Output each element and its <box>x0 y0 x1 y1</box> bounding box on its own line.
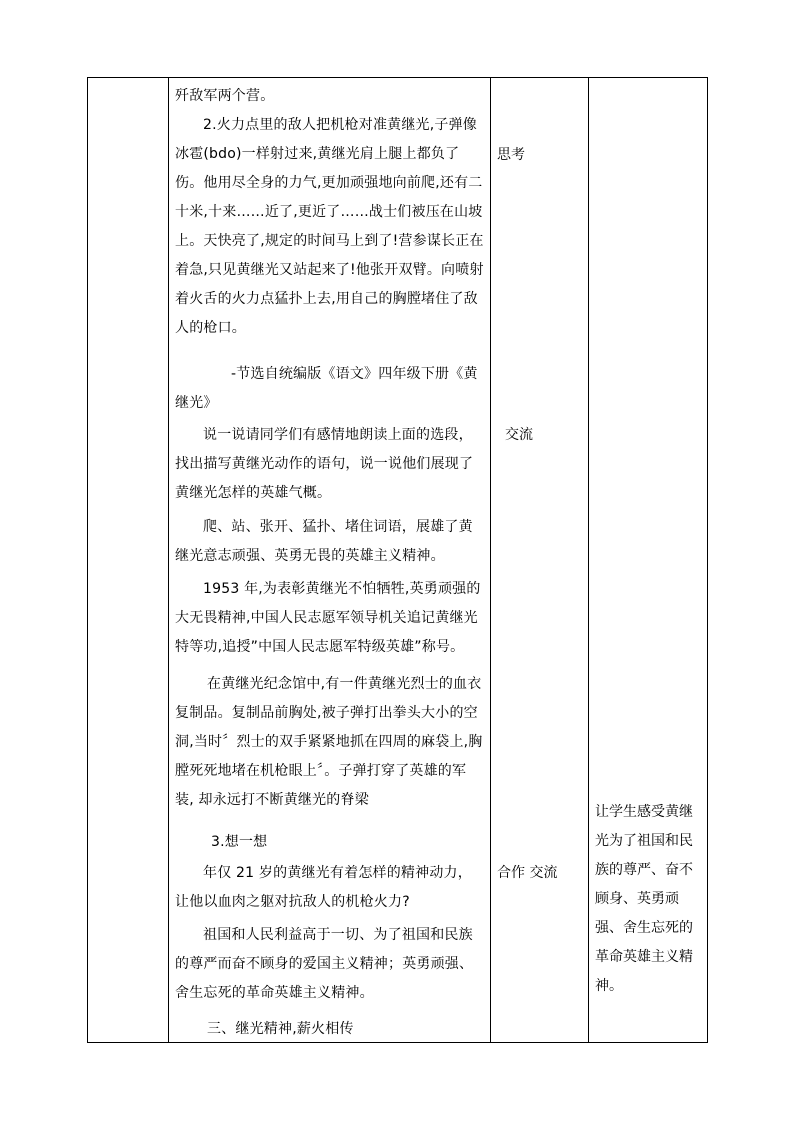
content-paragraph: 歼敌军两个营。 <box>175 88 275 104</box>
content-paragraph: 祖国和人民利益高于一切、为了祖国和民族的尊严而奋不顾身的爱国主义精神；英勇顽强、舍生忘死的革命英雄主义精神。 <box>175 927 474 1001</box>
teaching-content-cell <box>169 78 491 1043</box>
stage-column-cell <box>88 78 169 1043</box>
content-paragraph: 2.火力点里的敌人把机枪对准黄继光,子弹像冰雹(bdo)一样射过来,黄继光肩上腿上都负了伤。他用尽全身的力气,更加顽强地向前爬,还有二十米,十来……近了,更近了……战士们被压在山坡上。天快亮了,规定的时间马上到了!营参谋长正在着急,只见黄继光又站起来了!他张开双臂。向喷射着火舌的火力点猛扑上去,用自己的胸膛堵住了敌人的枪口。 <box>175 117 484 336</box>
activity-label: 思考 <box>497 147 525 163</box>
activity-label: 交流 <box>505 427 533 443</box>
content-paragraph: 说一说请同学们有感情地朗读上面的选段，找出描写黄继光动作的语句，说一说他们展现了黄继光怎样的英雄气概。 <box>175 427 474 501</box>
lesson-plan-table <box>87 77 708 1043</box>
design-intent-cell <box>589 78 708 1043</box>
section-heading: 三、继光精神,薪火相传 <box>207 1021 354 1037</box>
content-paragraph: 爬、站、张开、猛扑、堵住词语，展雄了黄继光意志顽强、英勇无畏的英雄主义精神。 <box>175 519 473 564</box>
content-paragraph: 在黄继光纪念馆中,有一件黄继光烈士的血衣复制品。复制品前胸处,被子弹打出拳头大小的空洞,当时〞烈士的双手紧紧地抓在四周的麻袋上,胸膛死死地堵在机枪眼上〞。子弹打穿了英雄的军装, 却永远打不断黄继光的脊梁 <box>175 676 483 808</box>
content-paragraph: 1953 年,为表彰黄继光不怕牺牲,英勇顽强的大无畏精神,中国人民志愿军领导机关追记黄继光特等功,追授”中国人民志愿军特级英雄”称号。 <box>175 581 481 655</box>
table-row <box>88 78 708 1043</box>
content-paragraph: 年仅 21 岁的黄继光有着怎样的精神动力，让他以血肉之躯对抗敌人的机枪火力? <box>175 865 472 910</box>
design-intent-text: 让学生感受黄继光为了祖国和民族的尊严、奋不顾身、英勇顽强、舍生忘死的革命英雄主义精神。 <box>595 804 693 994</box>
student-activity-cell <box>491 78 589 1043</box>
source-citation: -节选自统编版《语文》四年级下册《黄继光》 <box>175 366 478 411</box>
activity-label: 合作 交流 <box>497 865 558 881</box>
section-step: 3.想一想 <box>211 834 268 850</box>
